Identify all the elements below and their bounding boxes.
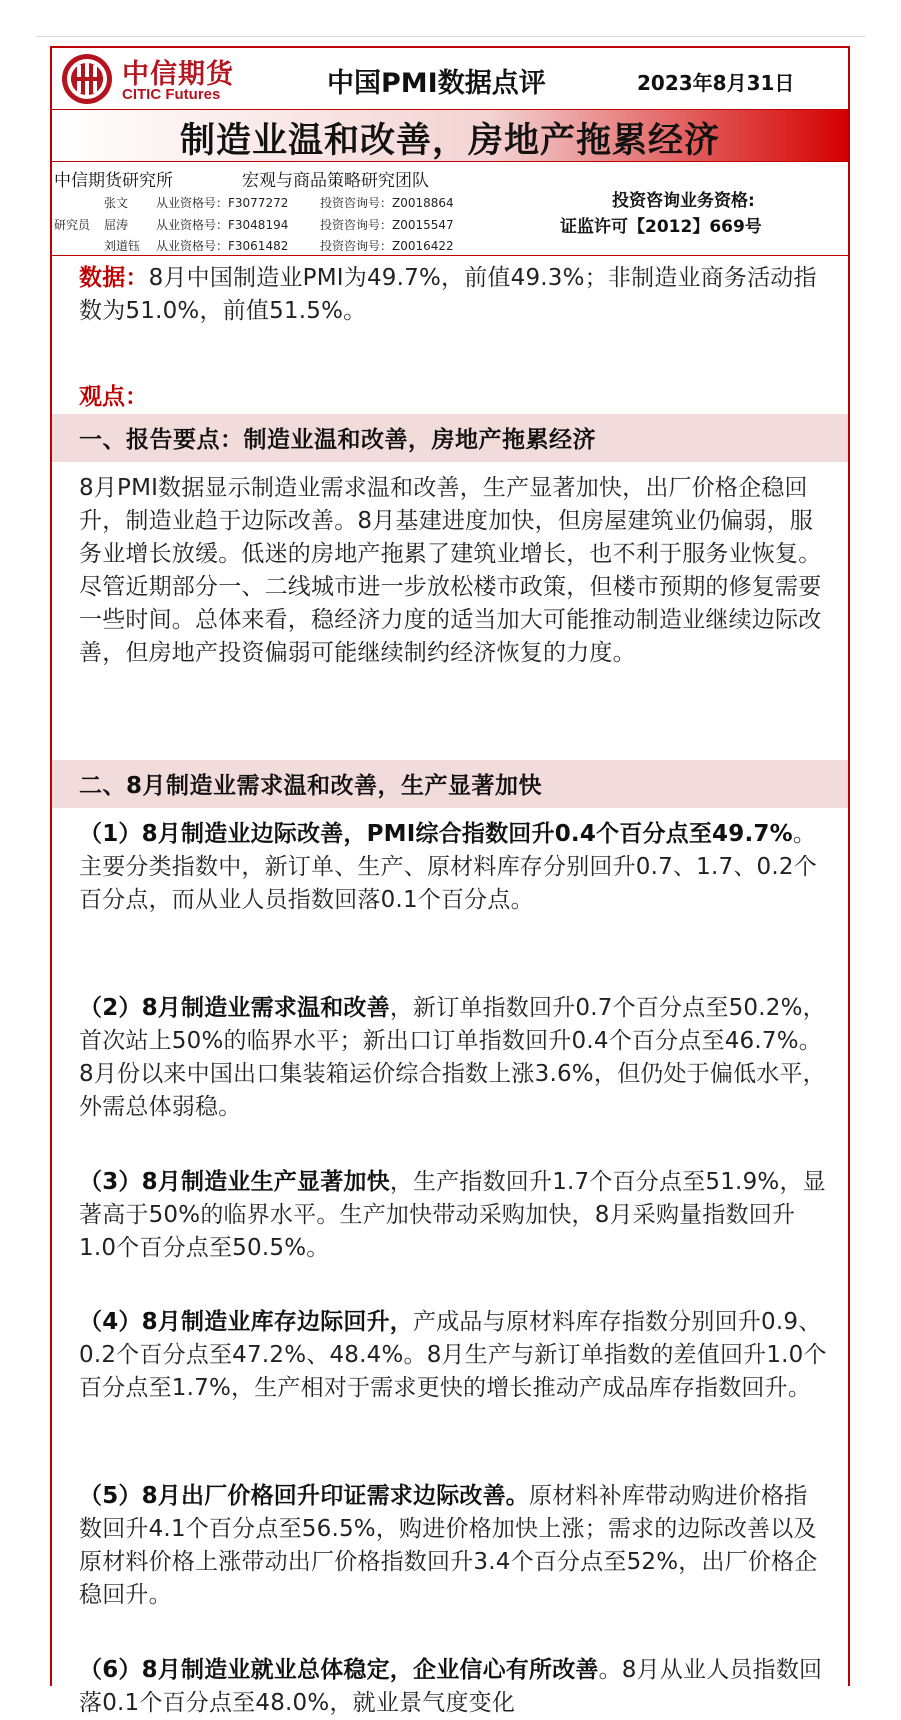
analyst-consult: 投资咨询号：Z0016422 <box>320 239 454 253</box>
section-heading: 一、报告要点：制造业温和改善，房地产拖累经济 <box>79 427 596 453</box>
qualification-value: 证监许可【2012】669号 <box>560 217 762 237</box>
analyst-cert: 从业资格号：F3077272 <box>156 196 289 210</box>
data-paragraph <box>79 262 827 328</box>
headline-text: 制造业温和改善，房地产拖累经济 <box>179 121 720 161</box>
analysis-point <box>79 1306 827 1405</box>
analyst-name: 屈涛 <box>104 218 129 232</box>
analysis-point <box>79 818 827 917</box>
point-text: 产成品与原材料库存指数分别回升0.9、0.2个百分点至47.2%、48.4%。8月生产与新订单指数的差值回升1.0个百分点至1.7%，生产相对于需求更快的增长推动产成品库存指数回升。 <box>79 1309 827 1401</box>
point-text: ，生产指数回升1.7个百分点至51.9%，显著高于50%的临界水平。生产加快带动采购加快，8月采购量指数回升1.0个百分点至50.5%。 <box>79 1169 826 1261</box>
page-top-rule <box>36 36 866 37</box>
analyst-role: 研究员 <box>54 218 91 232</box>
logo-chinese-name: 中信期货 <box>122 59 234 90</box>
section-heading: 二、8月制造业需求温和改善，生产显著加快 <box>79 773 543 799</box>
point-text: ，新订单指数回升0.7个百分点至50.2%，首次站上50%的临界水平；新出口订单指数回升0.4个百分点至46.7%。8月份以来中国出口集装箱运价综合指数上涨3.6%，但仍处于偏低水平，外需总体弱稳。 <box>79 995 826 1120</box>
analyst-cert: 从业资格号：F3061482 <box>156 239 289 253</box>
qualification-label: 投资咨询业务资格: <box>612 191 755 211</box>
report-date: 2023年8月31日 <box>637 71 795 95</box>
report-title: 中国PMI数据点评 <box>327 68 546 99</box>
point-lead: （5）8月出厂价格回升印证需求边际改善。 <box>79 1483 530 1509</box>
point-lead: （6）8月制造业就业总体稳定，企业信心有所改善 <box>79 1657 599 1683</box>
citic-logo-icon <box>60 52 114 106</box>
point-lead: （3）8月制造业生产显著加快 <box>79 1169 390 1195</box>
analyst-cert: 从业资格号：F3048194 <box>156 218 289 232</box>
team-name: 宏观与商品策略研究团队 <box>242 171 429 191</box>
point-text: 。主要分类指数中，新订单、生产、原材料库存分别回升0.7、1.7、0.2个百分点，而从业人员指数回落0.1个百分点。 <box>79 821 817 913</box>
point-lead: （4）8月制造业库存边际回升， <box>79 1309 414 1335</box>
analyst-name: 张文 <box>104 196 129 210</box>
data-label: 数据： <box>79 265 149 291</box>
analyst-consult: 投资咨询号：Z0015547 <box>320 218 454 232</box>
logo-english-name: CITIC Futures <box>122 86 221 103</box>
point-lead: （1）8月制造业边际改善，PMI综合指数回升0.4个百分点至49.7% <box>79 821 793 847</box>
viewpoint-label: 观点： <box>79 384 148 410</box>
section-heading-bar <box>52 414 848 462</box>
point-text: 原材料补库带动购进价格指数回升4.1个百分点至56.5%，购进价格加快上涨；需求的边际改善以及原材料价格上涨带动出厂价格指数回升3.4个百分点至52%，出厂价格企稳回升。 <box>79 1483 818 1608</box>
analyst-consult: 投资咨询号：Z0018864 <box>320 196 454 210</box>
headline-banner <box>52 110 848 162</box>
section-heading-bar <box>52 760 848 808</box>
analysis-point <box>79 1480 827 1612</box>
point-lead: （2）8月制造业需求温和改善 <box>79 995 390 1021</box>
report-frame <box>50 46 850 1716</box>
analysis-point <box>79 992 827 1124</box>
summary-paragraph: 8月PMI数据显示制造业需求温和改善，生产显著加快，出厂价格企稳回升，制造业趋于边际改善。8月基建进度加快，但房屋建筑业仍偏弱，服务业增长放缓。低迷的房地产拖累了建筑业增长，也不利于服务业恢复。尽管近期部分一、二线城市进一步放松楼市政策，但楼市预期的修复需要一些时间。总体来看，稳经济力度的适当加大可能推动制造业继续边际改善，但房地产投资偏弱可能继续制约经济恢复的力度。 <box>79 475 822 666</box>
analyst-name: 刘道钰 <box>104 239 141 253</box>
institute-name: 中信期货研究所 <box>54 171 173 191</box>
analysis-point <box>79 1654 827 1720</box>
author-info <box>52 162 848 256</box>
report-header <box>52 48 848 110</box>
data-text: 8月中国制造业PMI为49.7%，前值49.3%；非制造业商务活动指数为51.0%，前值51.5%。 <box>79 265 817 324</box>
point-text: 。8月从业人员指数回落0.1个百分点至48.0%，就业景气度变化 <box>79 1657 823 1716</box>
analysis-point <box>79 1166 827 1265</box>
